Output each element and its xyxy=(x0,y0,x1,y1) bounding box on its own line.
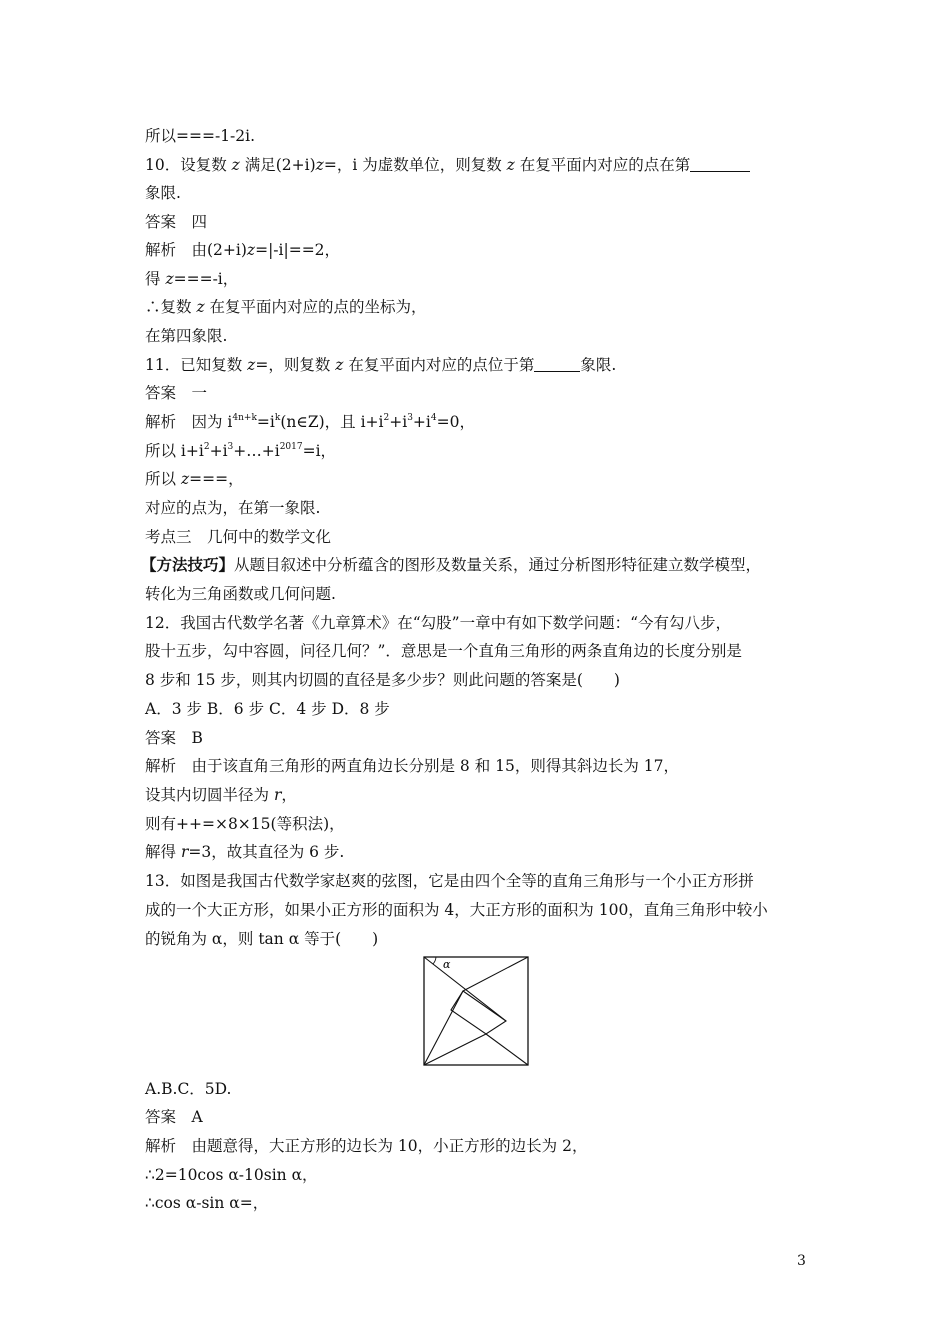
angle-arc xyxy=(433,957,436,964)
angle-label: α xyxy=(443,958,451,971)
text-line: ∴2=10cos α-10sin α， xyxy=(145,1166,318,1184)
page-number: 3 xyxy=(797,1253,806,1269)
text-line: 转化为三角函数或几何问题. xyxy=(145,585,336,603)
text-line: 则有++=×8×15(等积法)， xyxy=(145,815,345,833)
triangle-edge xyxy=(424,1034,486,1065)
text-line: 所以 z===， xyxy=(145,470,244,488)
question-10: 10．设复数 z 满足(2+i)z=，i 为虚数单位，则复数 z 在复平面内对应的点在第 xyxy=(145,155,750,175)
analysis-line: 解析 由于该直角三角形的两直角边长分别是 8 和 15，则得其斜边长为 17， xyxy=(145,757,680,775)
inner-square xyxy=(451,991,506,1034)
text-line: 解得 r=3，故其直径为 6 步. xyxy=(145,843,345,861)
question-13: 13．如图是我国古代数学家赵爽的弦图，它是由四个全等的直角三角形与一个小正方形拼 xyxy=(145,872,754,890)
answer-line: 答案 A xyxy=(145,1108,203,1126)
text-line: 对应的点为，在第一象限. xyxy=(145,499,321,517)
text-line: 所以===-1-2i. xyxy=(145,127,256,145)
text-line: 所以 $i+i^2+i^3+\dots+i^{2017}=i$， xyxy=(145,442,337,460)
text-line: 设其内切圆半径为 r， xyxy=(145,786,297,804)
outer-square xyxy=(424,957,528,1065)
answer-line: 答案 四 xyxy=(145,213,208,231)
triangle-edge xyxy=(424,957,506,1021)
text-line: ∴cos α-sin α=， xyxy=(145,1194,269,1212)
answer-blank xyxy=(534,357,580,372)
analysis-line: 解析 由(2+i)z=|-i|==2， xyxy=(145,241,341,259)
question-11: 11．已知复数 z=，则复数 z 在复平面内对应的点位于第 象限. xyxy=(145,356,617,374)
question-12: 12．我国古代数学名著《九章算术》在“勾股”一章中有如下数学问题：“今有勾八步， xyxy=(145,614,731,632)
method-tip: 【方法技巧】从题目叙述中分析蕴含的图形及数量关系，通过分析图形特征建立数学模型， xyxy=(141,555,762,574)
text-line: 8 步和 15 步，则其内切圆的直径是多少步？则此问题的答案是( ) xyxy=(145,671,620,689)
text-line: 在第四象限. xyxy=(145,327,228,345)
section-heading: 考点三 几何中的数学文化 xyxy=(145,528,332,546)
answer-blank xyxy=(690,157,750,172)
options-line: A．3 步 B．6 步 C．4 步 D．8 步 xyxy=(145,700,390,718)
triangle-edge xyxy=(463,957,528,991)
triangle-edge xyxy=(486,1034,528,1065)
triangle-edge xyxy=(424,991,463,1065)
text-line: 股十五步，勾中容圆，问径几何？”．意思是一个直角三角形的两条直角边的长度分别是 xyxy=(145,642,742,660)
answer-line: 答案 B xyxy=(145,729,203,747)
analysis-line: 解析 由题意得，大正方形的边长为 10，小正方形的边长为 2， xyxy=(145,1137,588,1155)
options-line: A.B.C．5D. xyxy=(145,1080,232,1098)
answer-line: 答案 一 xyxy=(145,384,208,402)
text-line: 得 z===-i， xyxy=(145,270,239,288)
analysis-line: 解析 因为 $i^{4n+k}=i^k(n\in Z)$，且 $i+i^2+i^3+i^4=0$， xyxy=(145,413,475,431)
zhao-shuang-string-figure xyxy=(423,956,529,1066)
text-line: ∴复数 z 在复平面内对应的点的坐标为， xyxy=(145,298,427,316)
text-line: 成的一个大正方形，如果小正方形的面积为 4，大正方形的面积为 100，直角三角形中较小 xyxy=(145,901,768,919)
text-line: 象限. xyxy=(145,184,181,202)
method-tip-tag: 【方法技巧】 xyxy=(141,555,235,574)
text-line: 的锐角为 α，则 tan α 等于( ) xyxy=(145,930,379,948)
